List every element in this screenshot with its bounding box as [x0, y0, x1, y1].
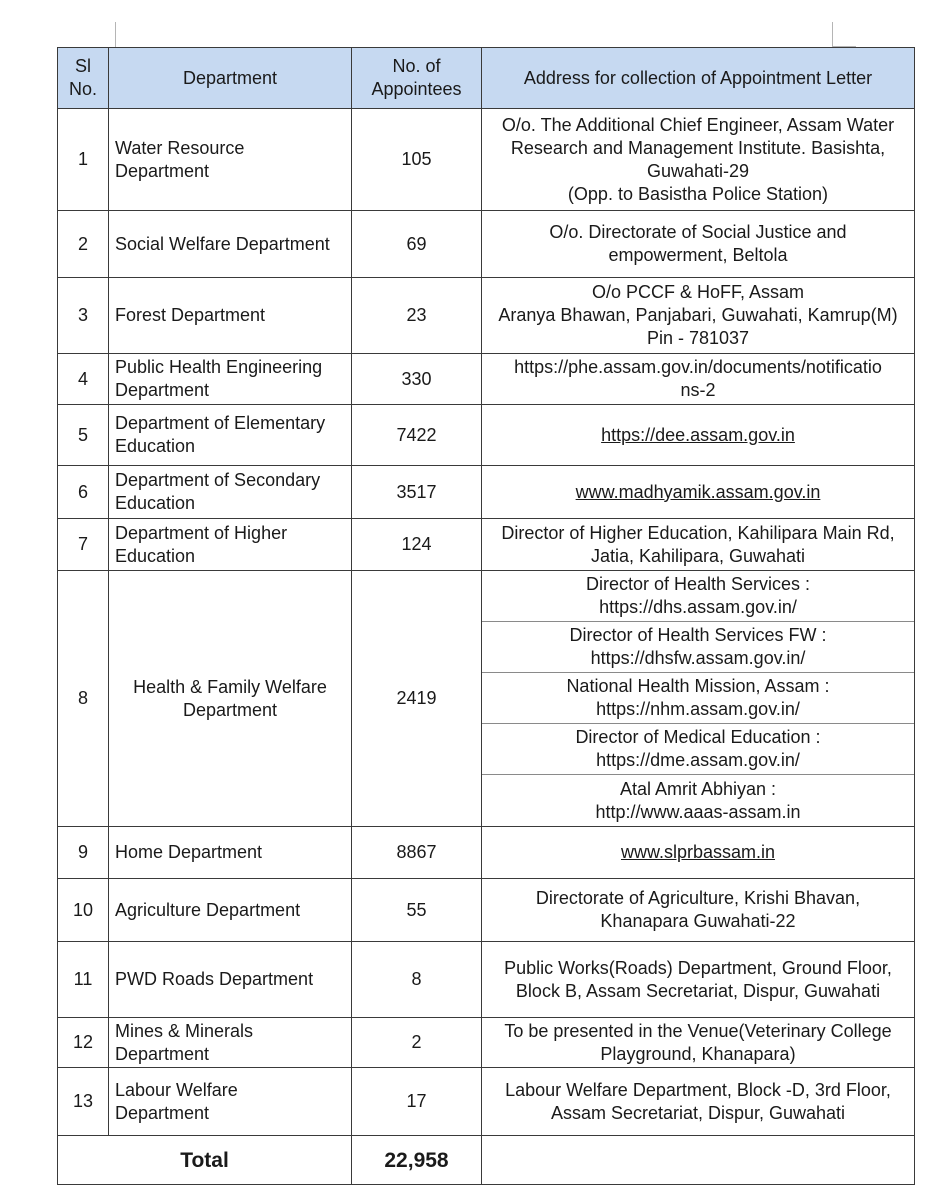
appointees-cell: 124 [352, 519, 482, 571]
appointees-cell: 69 [352, 211, 482, 278]
address-cell: Directorate of Agriculture, Krishi Bhavan, Khanapara Guwahati-22 [482, 879, 915, 942]
header-department: Department [109, 48, 352, 109]
sl-no-cell: 4 [58, 354, 109, 405]
appointees-cell: 8 [352, 942, 482, 1018]
sl-no-cell: 8 [58, 571, 109, 827]
address-link[interactable]: www.madhyamik.assam.gov.in [575, 481, 821, 502]
department-cell: Department of Secondary Education [109, 466, 352, 519]
address-link[interactable]: www.slprbassam.in [620, 842, 776, 862]
appointees-cell: 23 [352, 278, 482, 354]
table-row [58, 1018, 915, 1068]
table-row [58, 405, 915, 466]
header-row [58, 48, 915, 109]
table-row [58, 354, 915, 405]
address-sub-item: Director of Health Services FW : https://dhsfw.assam.gov.in/ [482, 622, 914, 673]
appointees-cell: 7422 [352, 405, 482, 466]
sl-no-cell: 12 [58, 1018, 109, 1068]
department-cell: Forest Department [109, 278, 352, 354]
table-row [58, 942, 915, 1018]
department-cell: Health & Family Welfare Department [109, 571, 352, 827]
address-link[interactable]: https://dee.assam.gov.in [601, 424, 795, 445]
table-row [58, 109, 915, 211]
header-appointees: No. of Appointees [352, 48, 482, 109]
sl-no-cell: 10 [58, 879, 109, 942]
total-label: Total [58, 1136, 352, 1185]
address-sub-item: Director of Health Services : https://dhs.assam.gov.in/ [482, 571, 914, 622]
header-address: Address for collection of Appointment Letter [482, 48, 915, 109]
address-link-cell[interactable] [482, 827, 915, 879]
sl-no-cell: 11 [58, 942, 109, 1018]
address-cell: To be presented in the Venue(Veterinary College Playground, Khanapara) [482, 1018, 915, 1068]
department-cell: Public Health Engineering Department [109, 354, 352, 405]
page-margin-mark-right [832, 22, 833, 47]
address-list-cell [482, 571, 915, 827]
table-row [58, 1068, 915, 1136]
appointees-cell: 2419 [352, 571, 482, 827]
department-cell: Water Resource Department [109, 109, 352, 211]
sl-no-cell: 5 [58, 405, 109, 466]
address-cell: Labour Welfare Department, Block -D, 3rd Floor, Assam Secretariat, Dispur, Guwahati [482, 1068, 915, 1136]
department-cell: Social Welfare Department [109, 211, 352, 278]
address-sub-item: National Health Mission, Assam : https://nhm.assam.gov.in/ [482, 673, 914, 724]
sl-no-cell: 3 [58, 278, 109, 354]
department-cell: PWD Roads Department [109, 942, 352, 1018]
table-row [58, 466, 915, 519]
appointees-cell: 55 [352, 879, 482, 942]
appointees-cell: 3517 [352, 466, 482, 519]
sl-no-cell: 7 [58, 519, 109, 571]
department-cell: Mines & Minerals Department [109, 1018, 352, 1068]
table-row [58, 211, 915, 278]
address-cell: O/o. The Additional Chief Engineer, Assam Water Research and Management Institute. Basishta, Guwahati-29 (Opp. to Basistha Police Station) [482, 109, 915, 211]
address-cell: Public Works(Roads) Department, Ground Floor, Block B, Assam Secretariat, Dispur, Guwahati [482, 942, 915, 1018]
department-cell: Agriculture Department [109, 879, 352, 942]
health-address-list [482, 571, 914, 826]
sl-no-cell: 13 [58, 1068, 109, 1136]
sl-no-cell: 1 [58, 109, 109, 211]
address-cell: Director of Higher Education, Kahilipara Main Rd, Jatia, Kahilipara, Guwahati [482, 519, 915, 571]
appointees-cell: 17 [352, 1068, 482, 1136]
table-row [58, 879, 915, 942]
header-sl-no: Sl No. [58, 48, 109, 109]
page-margin-mark-left [115, 22, 116, 47]
sl-no-cell: 9 [58, 827, 109, 879]
appointment-table [57, 47, 915, 1185]
appointees-cell: 105 [352, 109, 482, 211]
address-cell: https://phe.assam.gov.in/documents/notificatio ns-2 [482, 354, 915, 405]
table-row [58, 278, 915, 354]
table-row [58, 519, 915, 571]
department-cell: Home Department [109, 827, 352, 879]
address-sub-item: Director of Medical Education : https://dme.assam.gov.in/ [482, 724, 914, 775]
appointees-cell: 2 [352, 1018, 482, 1068]
appointees-cell: 8867 [352, 827, 482, 879]
address-cell: O/o PCCF & HoFF, Assam Aranya Bhawan, Panjabari, Guwahati, Kamrup(M) Pin - 781037 [482, 278, 915, 354]
address-link-cell[interactable] [482, 466, 915, 519]
total-empty-cell [482, 1136, 915, 1185]
department-cell: Department of Higher Education [109, 519, 352, 571]
total-row [58, 1136, 915, 1185]
sl-no-cell: 6 [58, 466, 109, 519]
total-value: 22,958 [352, 1136, 482, 1185]
department-cell: Department of Elementary Education [109, 405, 352, 466]
address-cell: O/o. Directorate of Social Justice and empowerment, Beltola [482, 211, 915, 278]
department-cell: Labour Welfare Department [109, 1068, 352, 1136]
address-sub-item: Atal Amrit Abhiyan : http://www.aaas-assam.in [595, 778, 801, 822]
sl-no-cell: 2 [58, 211, 109, 278]
table-row [58, 827, 915, 879]
address-link-cell[interactable] [482, 405, 915, 466]
table-row [58, 571, 915, 827]
appointees-cell: 330 [352, 354, 482, 405]
table-header [58, 48, 915, 109]
